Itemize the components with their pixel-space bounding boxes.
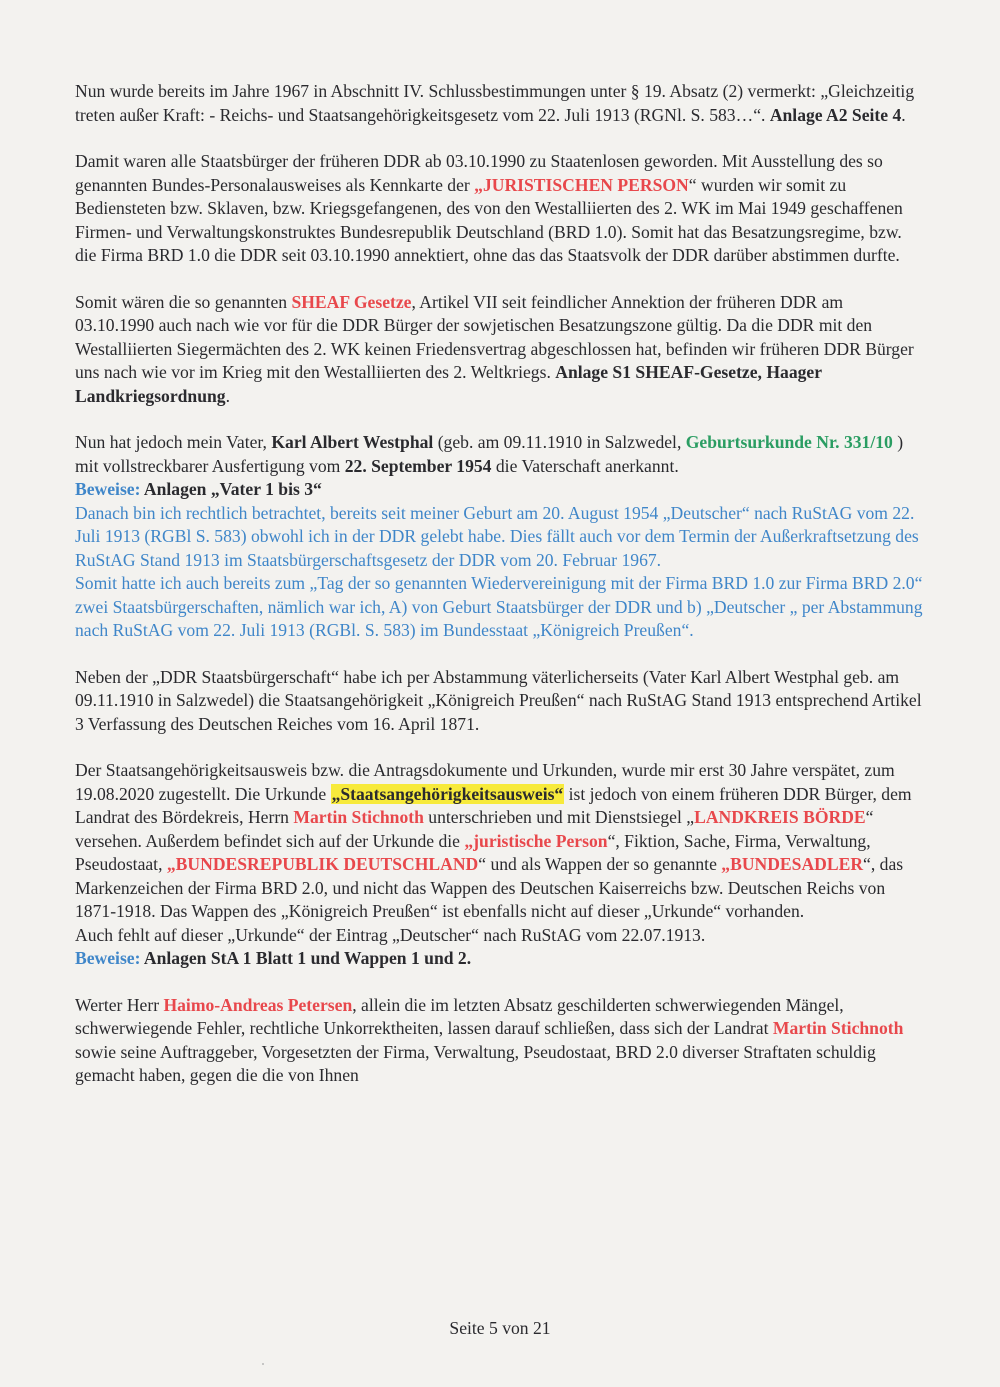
page-number: Seite 5 von 21: [449, 1318, 551, 1338]
emphasis-text: Anlagen „Vater 1 bis 3“: [140, 479, 322, 499]
text-run: Somit wären die so genannten: [75, 291, 292, 312]
paragraph: [75, 502, 925, 573]
paragraph: [75, 994, 925, 1088]
emphasis-text: Karl Albert Westphal: [271, 432, 434, 452]
paragraph: [75, 759, 925, 924]
emphasis-text: „BUNDESREPUBLIK DEUTSCHLAND: [166, 854, 479, 874]
text-run: “ versehen. Außerdem befindet sich auf der Urkunde die: [75, 807, 874, 851]
text-run: Damit waren alle Staatsbürger der früheren DDR ab 03.10.1990 zu Staatenlosen geworden. Mit Ausstellung des so genannten Bundes-Personalausweises als Kennkarte der: [75, 151, 883, 195]
scan-speck: [262, 1363, 264, 1365]
emphasis-text: Anlage A2 Seite 4: [769, 104, 902, 125]
emphasis-text: Haimo-Andreas Petersen: [163, 994, 353, 1015]
paragraph: [75, 666, 925, 737]
emphasis-text: Martin Stichnoth: [772, 1018, 904, 1038]
emphasis-text: „juristische Person: [464, 830, 608, 851]
text-run: Werter Herr: [75, 994, 164, 1015]
text-run: Auch fehlt auf dieser „Urkunde“ der Eintrag „Deutscher“ nach RuStAG vom 22.07.1913.: [75, 924, 706, 945]
text-run: (geb. am 09.11.1910 in Salzwedel,: [433, 432, 686, 452]
text-run: , allein die im letzten Absatz geschilderten schwerwiegenden Mängel, schwerwiegende Fehler, rechtliche Unkorrektheiten, lassen darauf schließen, dass sich der Landrat: [75, 994, 844, 1038]
text-run: unterschrieben und mit Dienstsiegel „: [423, 807, 695, 827]
paragraph: [75, 947, 925, 971]
emphasis-text: Beweise:: [75, 479, 141, 499]
paragraph: [75, 924, 925, 948]
emphasis-text: 22. September 1954: [344, 455, 492, 476]
emphasis-text: Somit hatte ich auch bereits zum „Tag der so genannten Wiedervereinigung mit der Firma BRD 1.0 zur Firma BRD 2.0“ zwei Staatsbürgerschaften, nämlich war ich, A) von Geburt Staatsbürger der DDR und b) „Deutscher „ per Abstammung nach RuStAG vom 22. Juli 1913 (RGBl. S. 583) im Bundesstaat „Königreich Preußen“.: [75, 573, 923, 640]
emphasis-text: SHEAF Gesetze: [291, 291, 412, 312]
paragraph: [75, 572, 925, 643]
text-run: Nun wurde bereits im Jahre 1967 in Abschnitt IV. Schlussbestimmungen unter § 19. Absatz (2) vermerkt: „Gleichzeitig treten außer Kraft: - Reichs- und Staatsangehörigkeitsgesetz vom 22. Juli 1913 (RGNl. S. 583…“.: [75, 81, 915, 125]
text-run: die Vaterschaft anerkannt.: [491, 455, 679, 476]
text-run: sowie seine Auftraggeber, Vorgesetzten der Firma, Verwaltung, Pseudostaat, BRD 2.0 diverser Straftaten schuldig gemacht haben, gegen die die von Ihnen: [75, 1041, 876, 1085]
text-run: Neben der „DDR Staatsbürgerschaft“ habe ich per Abstammung väterlicherseits (Vater Karl Albert Westphal geb. am 09.11.1910 in Salzwedel) die Staatsangehörigkeit „Königreich Preußen“ nach RuStAG Stand 1913 entsprechend Artikel 3 Verfassung des Deutschen Reiches vom 16. April 1871.: [75, 666, 922, 734]
text-run: Der Staatsangehörigkeitsausweis bzw. die Antragsdokumente und Urkunden, wurde mir erst 30 Jahre verspätet, zum 19.08.2020 zugestellt. Die Urkunde: [75, 760, 895, 804]
text-run: “, Fiktion, Sache, Firma, Verwaltung, Pseudostaat,: [75, 830, 871, 874]
emphasis-text: „BUNDESADLER: [721, 854, 864, 874]
document-body: [75, 80, 925, 1088]
text-run: , Artikel VII seit feindlicher Annektion der früheren DDR am 03.10.1990 auch nach wie vor für die DDR Bürger der sowjetischen Besatzungszone gültig. Da die DDR mit den Westalliierten Siegermächten des 2. WK keinen Friedensvertrag abgeschlossen hat, befinden wir früheren DDR Bürger uns nach wie vor im Krieg mit den Westalliierten des 2. Weltkriegs.: [75, 291, 914, 382]
emphasis-text: Beweise:: [75, 948, 141, 968]
emphasis-text: „JURISTISCHEN PERSON: [474, 174, 689, 195]
paragraph: [75, 291, 925, 409]
emphasis-text: LANDKREIS BÖRDE: [694, 807, 866, 827]
text-run: “, das Markenzeichen der Firma BRD 2.0, und nicht das Wappen des Deutschen Kaiserreichs bzw. Deutschen Reichs von 1871-1918. Das Wappen des „Königreich Preußen“ ist ebenfalls nicht auf dieser „Urkunde“ vorhanden.: [75, 854, 904, 921]
text-run: ) mit vollstreckbarer Ausfertigung vom: [75, 432, 904, 476]
text-run: .: [225, 385, 230, 406]
text-run: “ wurden wir somit zu Bediensteten bzw. Sklaven, bzw. Kriegsgefangenen, des von den Westalliierten des 2. WK im Mai 1949 geschaffenen Firmen- und Verwaltungskonstruktes Bundesrepublik Deutschland (BRD 1.0). Somit hat das Besatzungsregime, bzw. die Firma BRD 1.0 die DDR seit 03.10.1990 annektiert, ohne das das Staatsvolk der DDR darüber abstimmen durfte.: [75, 174, 903, 265]
paragraph: [75, 80, 925, 127]
text-run: Nun hat jedoch mein Vater,: [75, 432, 272, 452]
paragraph: [75, 431, 925, 478]
emphasis-text: Geburtsurkunde Nr. 331/10: [685, 432, 893, 452]
text-run: ist jedoch von einem früheren DDR Bürger, dem Landrat des Bördekreis, Herrn: [75, 783, 912, 827]
emphasis-text: Martin Stichnoth: [293, 807, 424, 827]
text-run: “ und als Wappen der so genannte: [478, 854, 722, 874]
paragraph: [75, 478, 925, 502]
highlighted-text: „Staatsangehörigkeitsausweis“: [331, 783, 564, 804]
emphasis-text: Danach bin ich rechtlich betrachtet, bereits seit meiner Geburt am 20. August 1954 „Deutscher“ nach RuStAG vom 22. Juli 1913 (RGBl S. 583) obwohl ich in der DDR gelebt habe. Dies fällt auch vor dem Termin der Außerkraftsetzung des RuStAG Stand 1913 im Staatsbürgerschaftsgesetz der DDR vom 20. Februar 1967.: [75, 502, 919, 570]
paragraph: [75, 150, 925, 268]
emphasis-text: Anlage S1 SHEAF-Gesetze, Haager Landkriegsordnung: [75, 362, 822, 406]
emphasis-text: Anlagen StA 1 Blatt 1 und Wappen 1 und 2.: [140, 948, 472, 968]
text-run: .: [901, 104, 906, 125]
